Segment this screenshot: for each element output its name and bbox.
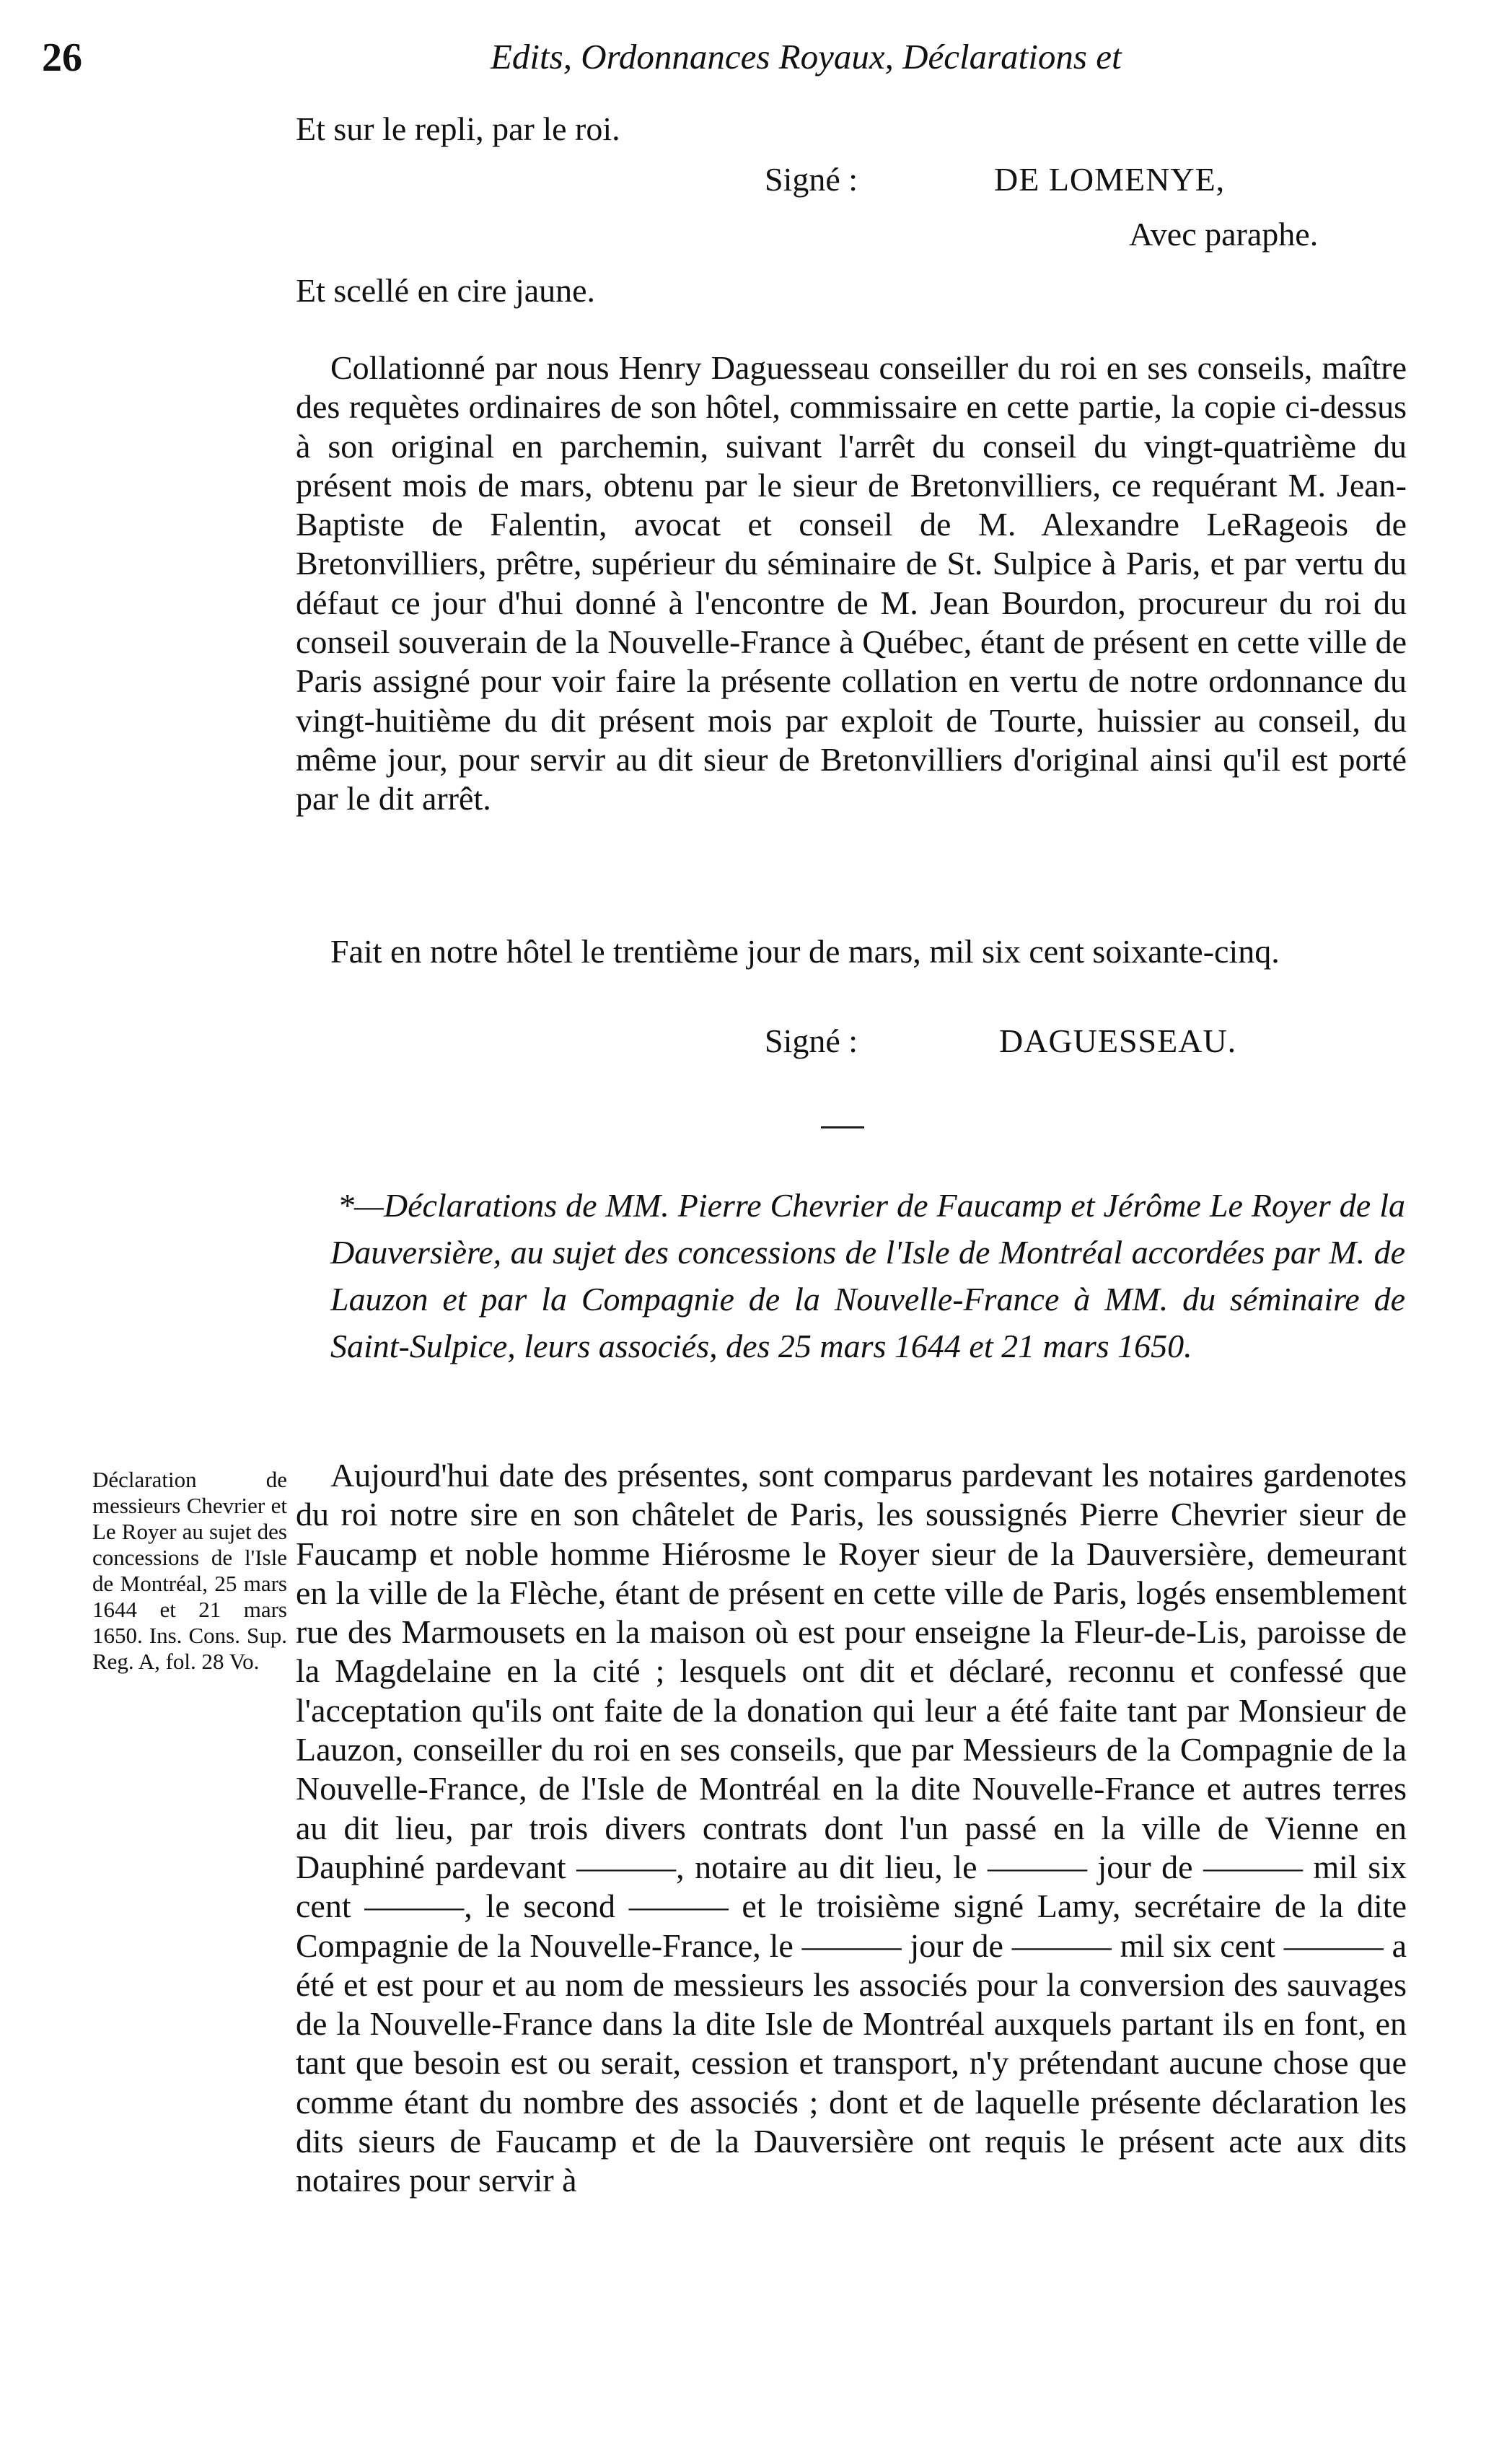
marginal-note: Déclaration de messieurs Chevrier et Le Royer au sujet des concessions de l'Isle de Montréal, 25 mars 1644 et 21 mars 1650. Ins. Cons. Sup. Reg. A, fol. 28 Vo. xyxy=(92,1467,287,1674)
section-separator xyxy=(821,1126,864,1128)
date-paragraph: Fait en notre hôtel le trentième jour de mars, mil six cent soixante-cinq. xyxy=(330,933,1280,970)
signe-label-second: Signé : xyxy=(765,1022,858,1059)
running-title: Edits, Ordonnances Royaux, Déclarations et xyxy=(491,37,1122,76)
declaration-title: *—Déclarations de MM. Pierre Chevrier de Faucamp et Jérôme Le Royer de la Dauversière, au sujet des concessions de l'Isle de Montréal accordées par M. de Lauzon et par la Compagnie de la Nouvelle-France à MM. du séminaire de Saint-Sulpice, leurs associés, des 25 mars 1644 et 21 mars 1650. xyxy=(330,1187,1405,1364)
seal-line: Et scellé en cire jaune. xyxy=(296,272,596,309)
collation-paragraph: Collationné par nous Henry Daguesseau conseiller du roi en ses conseils, maître des requètes ordinaires de son hôtel, commissaire en cette partie, la copie ci-dessus à son original en parchemin, suivant l'arrêt du conseil du vingt-quatrième du présent mois de mars, obtenu par le sieur de Bretonvilliers, ce requérant M. Jean-Baptiste de Falentin, avocat et conseil de M. Alexandre LeRageois de Bretonvilliers, prêtre, supérieur du séminaire de St. Sulpice à Paris, et par vertu du défaut ce jour d'hui donné à l'encontre de M. Jean Bourdon, procureur du roi du conseil souverain de la Nouvelle-France à Québec, étant de présent en cette ville de Paris assigné pour voir faire la présente collation en vertu de notre ordonnance du vingt-huitième du dit présent mois par exploit de Tourte, huissier au conseil, du même jour, pour servir au dit sieur de Bretonvilliers d'original ainsi qu'il est porté par le dit arrêt. xyxy=(296,349,1407,818)
paraphe-note: Avec paraphe. xyxy=(1129,216,1319,253)
signer-name-daguesseau: DAGUESSEAU. xyxy=(999,1022,1237,1059)
repli-line: Et sur le repli, par le roi. xyxy=(296,110,620,147)
body-paragraph: Aujourd'hui date des présentes, sont comparus pardevant les notaires gardenotes du roi notre sire en son châtelet de Paris, les soussignés Pierre Chevrier sieur de Faucamp et noble homme Hiérosme le Royer sieur de la Dauversière, demeurant en la ville de la Flèche, étant de présent en cette ville de Paris, logés ensemblement rue des Marmousets en la maison où est pour enseigne la Fleur-de-Lis, paroisse de la Magdelaine en la cité ; lesquels ont dit et déclaré, reconnu et confessé que l'acceptation qu'ils ont faite de la donation qui leur a été faite tant par Monsieur de Lauzon, conseiller du roi en ses conseils, que par Messieurs de la Compagnie de la Nouvelle-France, de l'Isle de Montréal en la dite Nouvelle-France et autres terres au dit lieu, par trois divers contrats dont l'un passé en la ville de Vienne en Dauphiné pardevant ———, notaire au dit lieu, le ——— jour de ——— mil six cent ———, le second ——— et le troisième signé Lamy, secrétaire de la dite Compagnie de la Nouvelle-France, le ——— jour de ——— mil six cent ——— a été et est pour et au nom de messieurs les associés pour la conversion des sauvages de la Nouvelle-France dans la dite Isle de Montréal auxquels partant ils en font, en tant que besoin est ou serait, cession et transport, n'y prétendant aucune chose que comme étant du nombre des associés ; dont et de laquelle présente déclaration les dits sieurs de Faucamp et de la Dauversière ont requis le présent acte aux dits notaires pour servir à xyxy=(296,1457,1407,2199)
signer-name-lomenye: DE LOMENYE, xyxy=(994,161,1226,198)
signe-label: Signé : xyxy=(765,161,858,198)
page-number: 26 xyxy=(42,35,82,80)
